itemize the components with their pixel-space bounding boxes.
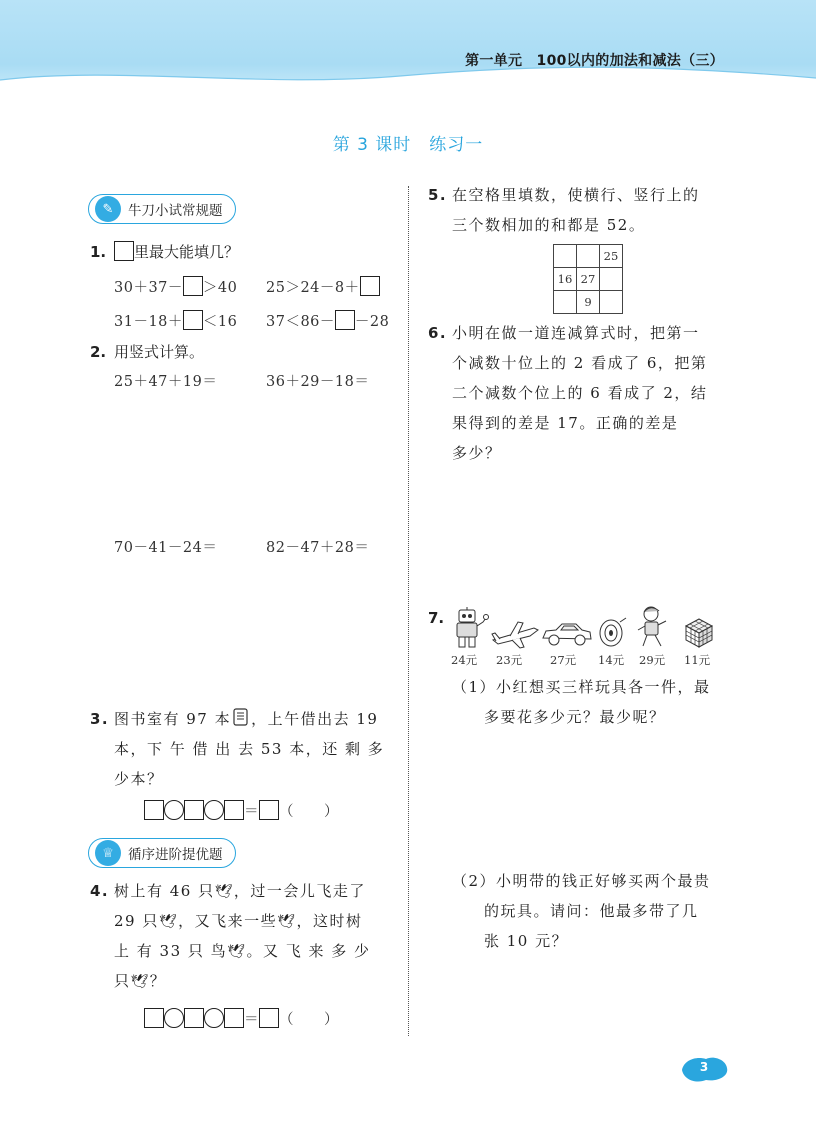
grid-cell[interactable] [554, 291, 577, 314]
answer-box[interactable] [259, 1008, 279, 1028]
q5-line-1 [428, 180, 700, 210]
q6-line-4: 果得到的差是 17。正确的差是 [452, 414, 679, 432]
grid-cell: 27 [577, 268, 600, 291]
q6-line-3: 二个减数个位上的 6 看成了 2，结 [452, 384, 708, 402]
bird-icon: 🕊 [277, 914, 297, 930]
operator-circle[interactable] [164, 800, 184, 820]
pen-icon: ✎ [95, 196, 121, 222]
section-basic-label: 牛刀小试常规题 [128, 203, 223, 219]
unit-paren: （ ） [279, 1012, 339, 1028]
q4-line-2a: 29 只 [114, 912, 159, 930]
magic-square-grid [553, 244, 623, 314]
grid-cell[interactable] [577, 245, 600, 268]
q6-line-1-text: 小明在做一道连减算式时，把第一 [452, 324, 700, 342]
q3-line-1 [90, 704, 378, 734]
toy-price: 14元 [598, 653, 625, 667]
section-badge-basic [88, 194, 236, 224]
answer-box[interactable] [183, 276, 203, 296]
grid-cell[interactable] [600, 291, 623, 314]
yoyo-icon [596, 616, 628, 648]
bird-icon: 🕊 [158, 914, 179, 930]
grid-cell: 25 [600, 245, 623, 268]
airplane-icon [490, 614, 540, 650]
answer-box[interactable] [184, 800, 204, 820]
q1-expr-1-pre: 30＋37－ [114, 280, 183, 296]
q1-expr-2-pre: 25＞24－8＋ [266, 280, 360, 296]
answer-box[interactable] [224, 1008, 244, 1028]
q5-number: 5. [428, 186, 448, 204]
toy-price: 24元 [451, 653, 478, 667]
q1-prompt-text: 里最大能填几？ [134, 243, 240, 261]
q4-line-1b: ，过一会儿飞走了 [233, 882, 366, 900]
q2-expr-4: 82－47＋28＝ [266, 540, 370, 556]
section-badge-advanced [88, 838, 236, 868]
q2-expr-3: 70－41－24＝ [114, 540, 218, 556]
q6-number: 6. [428, 324, 448, 342]
q1-expr-4-post: －28 [354, 314, 390, 330]
q1-expr-3-post: ＜16 [202, 314, 238, 330]
q7-sub1-line-2: 多要花多少元？最少呢？ [484, 708, 666, 726]
q1-expr-4-pre: 37＜86－ [266, 314, 335, 330]
q2-number: 2. [90, 343, 107, 361]
q1-expr-2 [266, 276, 380, 297]
toy-price: 27元 [550, 653, 577, 667]
grid-cell[interactable] [600, 268, 623, 291]
q1-expr-1-post: ＞40 [202, 280, 238, 296]
q6-line-2: 个减数十位上的 2 看成了 6，把第 [452, 354, 708, 372]
bird-icon: 🕊 [130, 974, 150, 990]
q1-expr-4 [266, 310, 389, 331]
q7-number: 7. [428, 609, 445, 627]
q2-expr-1: 25＋47＋19＝ [114, 374, 218, 390]
toy-price: 11元 [684, 653, 711, 667]
unit-paren: （ ） [279, 804, 339, 820]
q6-line-1 [428, 318, 700, 348]
q7-sub2-line-1: （2）小明带的钱正好够买两个最贵 [452, 872, 711, 890]
q4-line-3b: 。又 飞 来 多 少 [246, 942, 371, 960]
grid-cell: 16 [554, 268, 577, 291]
q3-line-3: 少本？ [114, 770, 164, 788]
q4-line-1a: 树上有 46 只 [114, 882, 215, 900]
q6-line-5: 多少？ [452, 444, 502, 462]
q4-line-2 [114, 906, 362, 937]
operator-circle[interactable] [204, 800, 224, 820]
answer-box[interactable] [114, 241, 134, 261]
q1-prompt [90, 238, 239, 267]
lesson-title: 第 3 课时 练习一 [332, 135, 484, 155]
answer-box[interactable] [360, 276, 380, 296]
q4-line-1 [90, 876, 366, 907]
q3-equation: ＝ （ ） [144, 800, 339, 821]
q1-expr-1 [114, 276, 237, 297]
q4-number: 4. [90, 882, 110, 900]
q2-expr-2: 36＋29－18＝ [266, 374, 370, 390]
robot-icon [450, 606, 490, 650]
operator-circle[interactable] [204, 1008, 224, 1028]
q4-line-2c: ，这时树 [296, 912, 363, 930]
answer-box[interactable] [259, 800, 279, 820]
q1-expr-3 [114, 310, 237, 331]
q2-prompt-text: 用竖式计算。 [114, 343, 205, 361]
toy-price: 29元 [639, 653, 666, 667]
grid-cell: 9 [577, 291, 600, 314]
answer-box[interactable] [183, 310, 203, 330]
section-advanced-label: 循序进阶提优题 [128, 847, 223, 863]
unit-title: 第一单元 100以内的加法和减法（三） [465, 53, 724, 69]
q7-sub2-line-3: 张 10 元？ [484, 932, 569, 950]
q4-line-4 [114, 966, 166, 997]
bird-icon: 🕊 [227, 944, 247, 960]
answer-box[interactable] [184, 1008, 204, 1028]
answer-box[interactable] [224, 800, 244, 820]
q3-line-2: 本，下 午 借 出 去 53 本，还 剩 多 [114, 740, 385, 758]
page-number-badge [678, 1054, 730, 1084]
q3-line-1a: 图书室有 97 本 [114, 710, 232, 728]
q4-line-4b: ？ [149, 972, 167, 990]
q4-line-2b: ，又飞来一些 [178, 912, 278, 930]
rubiks-cube-icon [682, 614, 716, 648]
answer-box[interactable] [144, 1008, 164, 1028]
q2-prompt [90, 338, 204, 367]
q4-line-3a: 上 有 33 只 鸟 [114, 942, 228, 960]
q5-line-2: 三个数相加的和都是 52。 [452, 216, 646, 234]
q7-number-wrap [428, 604, 452, 633]
q1-expr-3-pre: 31－18＋ [114, 314, 183, 330]
trophy-icon: ♕ [95, 840, 121, 866]
answer-box[interactable] [144, 800, 164, 820]
q7-sub1-line-1: （1）小红想买三样玩具各一件，最 [452, 678, 711, 696]
bird-icon: 🕊 [214, 884, 234, 900]
answer-box[interactable] [335, 310, 355, 330]
toy-price: 23元 [496, 653, 523, 667]
q4-line-3 [114, 936, 371, 967]
operator-circle[interactable] [164, 1008, 184, 1028]
doll-icon [634, 604, 674, 650]
page-number: 3 [699, 1060, 709, 1074]
q4-line-4a: 只 [114, 972, 131, 990]
grid-cell[interactable] [554, 245, 577, 268]
q5-line-1-text: 在空格里填数，使横行、竖行上的 [452, 186, 700, 204]
column-divider [408, 186, 409, 1036]
q1-number: 1. [90, 243, 107, 261]
q3-number: 3. [90, 710, 110, 728]
q4-equation: ＝ （ ） [144, 1008, 339, 1029]
q7-sub2-line-2: 的玩具。请问：他最多带了几 [484, 902, 699, 920]
book-icon [231, 707, 251, 727]
car-icon [540, 620, 594, 648]
q3-line-1b: ，上午借出去 19 [251, 710, 379, 728]
